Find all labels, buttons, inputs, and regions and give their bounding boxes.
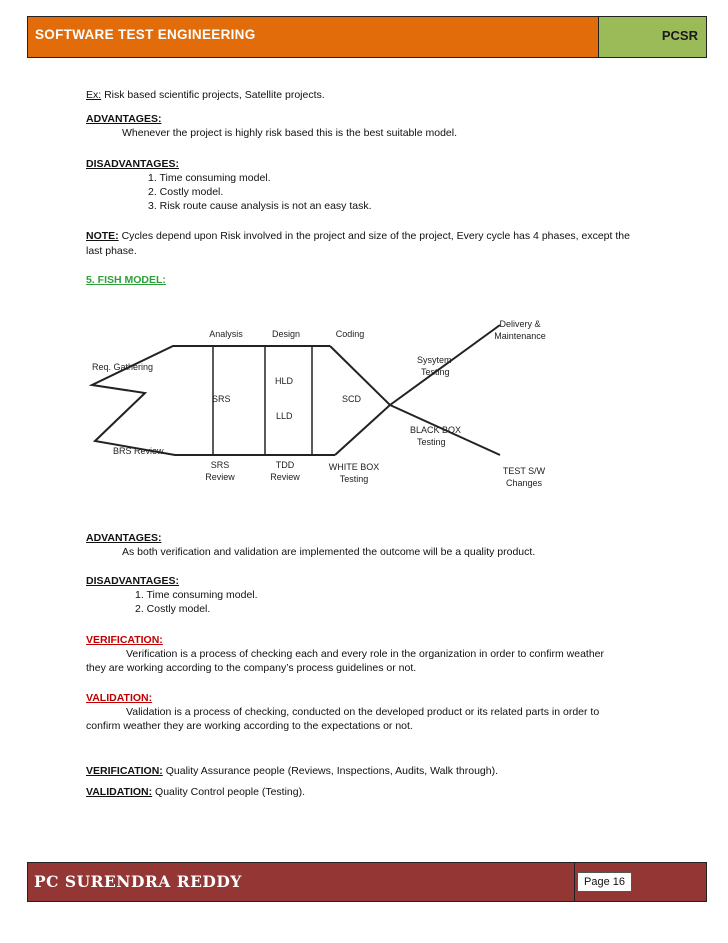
label-coding: Coding bbox=[335, 329, 365, 339]
label-black-box: BLACK BOX bbox=[410, 425, 462, 435]
label-tdd: TDD bbox=[275, 460, 295, 470]
example-label: Ex: bbox=[86, 89, 102, 101]
note-line-2: last phase. bbox=[86, 245, 137, 257]
fish-outline bbox=[92, 325, 500, 455]
fish-disadvantages-heading: DISADVANTAGES: bbox=[86, 575, 179, 587]
label-srs: SRS bbox=[212, 394, 231, 404]
validation-heading: VALIDATION: bbox=[86, 692, 153, 704]
summary-verification-text: Quality Assurance people (Reviews, Inspections, Audits, Walk through). bbox=[162, 765, 499, 777]
verification-line-1: Verification is a process of checking each and every role in the organization in order to confirm weather bbox=[126, 648, 605, 660]
label-lld: LLD bbox=[276, 411, 293, 421]
fish-model-diagram bbox=[80, 313, 560, 498]
validation-line-1: Validation is a process of checking, conducted on the developed product or its related parts in order to bbox=[126, 706, 600, 718]
label-design: Design bbox=[271, 329, 301, 339]
note-line bbox=[86, 229, 630, 243]
label-maintenance: Maintenance bbox=[494, 331, 546, 341]
header-initials: PCSR bbox=[598, 17, 706, 57]
fish-advantages-text: As both verification and validation are implemented the outcome will be a quality product. bbox=[122, 546, 536, 558]
label-white-box: WHITE BOX bbox=[328, 462, 380, 472]
note-label: NOTE: bbox=[86, 230, 119, 242]
summary-verification bbox=[86, 764, 498, 778]
label-system-testing: Testing bbox=[421, 367, 450, 377]
spiral-advantages-heading: ADVANTAGES: bbox=[86, 113, 162, 125]
label-req-gathering: Req. Gathering bbox=[92, 362, 154, 372]
label-srs-review-2: Review bbox=[205, 472, 235, 482]
label-test-sw-changes: Changes bbox=[505, 478, 543, 488]
note-text: Cycles depend upon Risk involved in the project and size of the project, Every cycle has 4 phases, except the bbox=[118, 230, 630, 242]
fish-disadvantage-item: 2. Costly model. bbox=[135, 603, 211, 615]
summary-verification-label: VERIFICATION: bbox=[86, 765, 163, 777]
example-line bbox=[86, 88, 325, 102]
label-tdd-review: Review bbox=[270, 472, 300, 482]
fish-disadvantage-item: 1. Time consuming model. bbox=[135, 589, 258, 601]
example-text: Risk based scientific projects, Satellite projects. bbox=[101, 89, 325, 101]
label-test-sw: TEST S/W bbox=[502, 466, 546, 476]
label-white-box-testing: Testing bbox=[339, 474, 369, 484]
summary-validation bbox=[86, 785, 305, 799]
label-delivery: Delivery & bbox=[499, 319, 541, 329]
fish-advantages-heading: ADVANTAGES: bbox=[86, 532, 162, 544]
validation-line-2: confirm weather they are working according to the expectations or not. bbox=[86, 720, 413, 732]
footer-author: PC SURENDRA REDDY bbox=[28, 863, 574, 901]
footer-page-cell bbox=[574, 863, 706, 901]
header-title: SOFTWARE TEST ENGINEERING bbox=[28, 17, 598, 57]
spiral-advantages-text: Whenever the project is highly risk based this is the best suitable model. bbox=[122, 127, 458, 139]
spiral-disadvantages-heading: DISADVANTAGES: bbox=[86, 158, 179, 170]
verification-line-2: they are working according to the company’s process guidelines or not. bbox=[86, 662, 417, 674]
label-brs-review: BRS Review bbox=[113, 446, 164, 456]
label-system: Sysytem bbox=[417, 355, 452, 365]
spiral-disadvantage-item: 3. Risk route cause analysis is not an easy task. bbox=[148, 200, 372, 212]
page-header bbox=[27, 16, 707, 58]
spiral-disadvantage-item: 2. Costly model. bbox=[148, 186, 224, 198]
label-analysis: Analysis bbox=[209, 329, 243, 339]
label-hld: HLD bbox=[275, 376, 294, 386]
summary-validation-label: VALIDATION: bbox=[86, 786, 153, 798]
verification-heading: VERIFICATION: bbox=[86, 634, 163, 646]
label-scd: SCD bbox=[342, 394, 362, 404]
page-number: Page 16 bbox=[577, 872, 632, 892]
page-footer bbox=[27, 862, 707, 902]
spiral-disadvantage-item: 1. Time consuming model. bbox=[148, 172, 271, 184]
summary-validation-text: Quality Control people (Testing). bbox=[152, 786, 306, 798]
label-black-box-testing: Testing bbox=[417, 437, 446, 447]
fish-model-heading: 5. FISH MODEL: bbox=[86, 274, 166, 286]
label-srs-review: SRS bbox=[210, 460, 230, 470]
